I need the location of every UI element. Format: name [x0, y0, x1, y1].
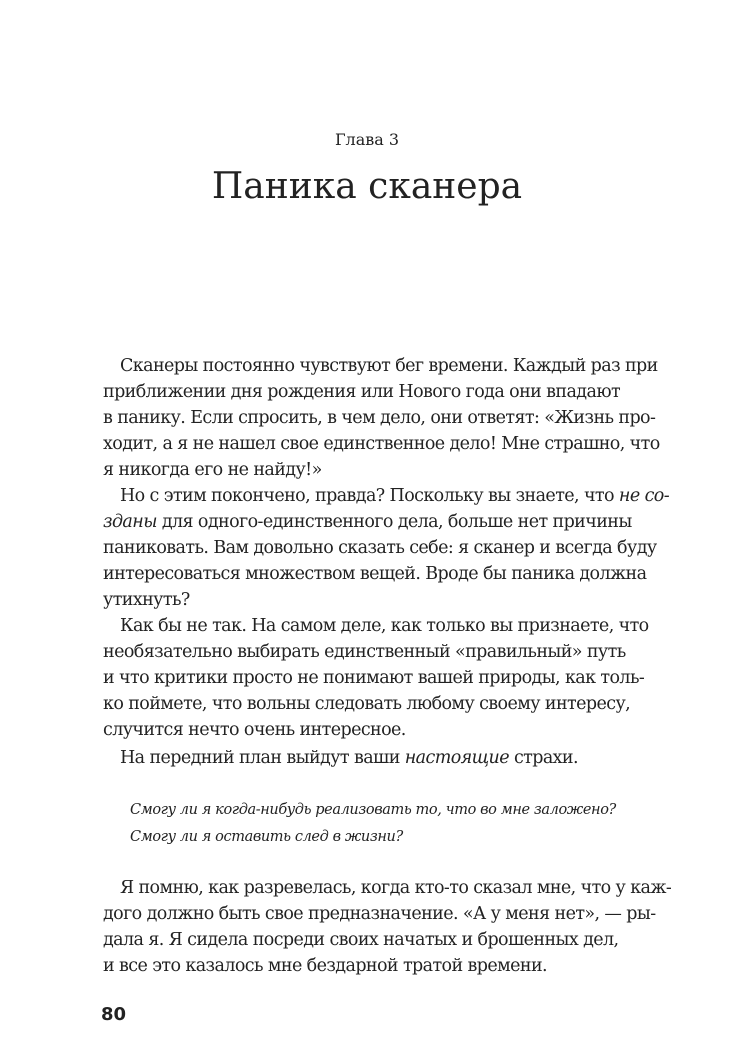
text-run: Но с этим покончено, правда? Поскольку вы знаете, что: [120, 486, 619, 506]
paragraph-2-line-1: [120, 486, 669, 506]
paragraph-3-line-5: [103, 720, 406, 740]
paragraph-2-line-2: [103, 512, 632, 532]
paragraph-1-line-2: [103, 382, 620, 402]
text-run: интересоваться множеством вещей. Вроде бы паника должна: [103, 564, 647, 584]
quote-line-1: Смогу ли я когда-нибудь реализовать то, что во мне заложено?: [130, 802, 616, 818]
text-run: ходит, а я не нашел свое единственное дело! Мне страшно, что: [103, 434, 660, 454]
text-run: паниковать. Вам довольно сказать себе: я сканер и всегда буду: [103, 538, 657, 558]
chapter-label: Глава 3: [334, 130, 400, 149]
text-run: и что критики просто не понимают вашей природы, как толь-: [103, 668, 645, 688]
text-run: для одного-единственного дела, больше нет причины: [156, 512, 632, 532]
paragraph-1-line-3: [103, 408, 655, 428]
page-number: 80: [101, 1004, 127, 1025]
paragraph-1-line-5: [103, 460, 322, 480]
emphasis-run: зданы: [103, 512, 157, 532]
closing-line-3: дала я. Я сидела посреди своих начатых и брошенных дел,: [103, 930, 619, 950]
closing-line-4: и все это казалось мне бездарной тратой времени.: [103, 956, 547, 976]
chapter-title: Паника сканера: [211, 166, 523, 207]
text-run: утихнуть?: [103, 590, 190, 610]
closing-line-2: дого должно быть свое предназначение. «А у меня нет», — ры-: [103, 904, 656, 924]
quote-line-2: Смогу ли я оставить след в жизни?: [130, 829, 403, 845]
closing-line-1: Я помню, как разревелась, когда кто-то сказал мне, что у каж-: [120, 878, 672, 898]
text-run: Сканеры постоянно чувствуют бег времени. Каждый раз при: [120, 356, 658, 376]
text-run: необязательно выбирать единственный «правильный» путь: [103, 642, 626, 662]
paragraph-4-line-1: [120, 748, 578, 768]
paragraph-3-line-4: [103, 694, 630, 714]
paragraph-2-line-5: [103, 590, 190, 610]
text-run: случится нечто очень интересное.: [103, 720, 406, 740]
emphasis-run: не со-: [618, 486, 670, 506]
paragraph-2-line-4: [103, 564, 646, 584]
text-run: приближении дня рождения или Нового года они впадают: [103, 382, 621, 402]
paragraph-3-line-3: [103, 668, 644, 688]
text-run: я никогда его не найду!»: [103, 460, 322, 480]
emphasis-run: настоящие: [404, 748, 509, 768]
text-run: На передний план выйдут ваши: [120, 748, 405, 768]
paragraph-2-line-3: [103, 538, 657, 558]
text-run: Как бы не так. На самом деле, как только вы признаете, что: [120, 616, 649, 636]
paragraph-1-line-4: [103, 434, 660, 454]
text-run: страхи.: [508, 748, 578, 768]
text-run: в панику. Если спросить, в чем дело, они ответят: «Жизнь про-: [103, 408, 656, 428]
paragraph-3-line-1: [120, 616, 649, 636]
paragraph-3-line-2: [103, 642, 626, 662]
paragraph-1-line-1: [120, 356, 658, 376]
text-run: ко поймете, что вольны следовать любому своему интересу,: [103, 694, 631, 714]
